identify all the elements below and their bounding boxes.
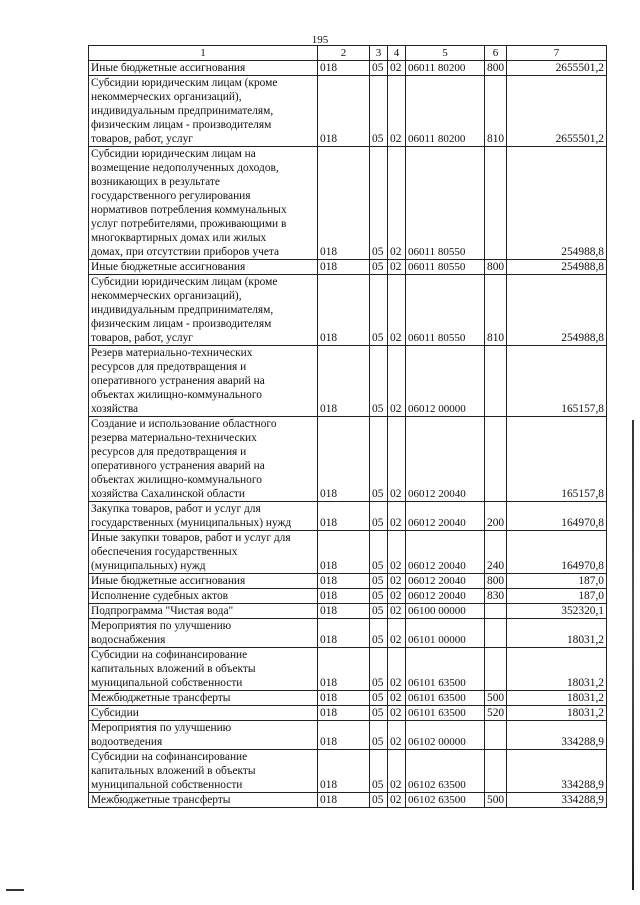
section-code: 05 (370, 706, 388, 721)
expense-type-code (485, 147, 507, 260)
target-article-code: 06101 63500 (406, 648, 485, 691)
table-row (89, 76, 607, 147)
row-name-line: Резерв материально-технических (91, 347, 253, 359)
row-name-line: услуг потребителями, проживающими в (91, 218, 287, 230)
header-row (89, 46, 607, 61)
ministry-code: 018 (318, 721, 370, 750)
amount: 164970,8 (507, 531, 607, 574)
ministry-code: 018 (318, 691, 370, 706)
row-name-line: хозяйства (91, 403, 139, 415)
subsection-code: 02 (388, 721, 406, 750)
section-code: 05 (370, 61, 388, 76)
row-name (89, 750, 318, 793)
section-code: 05 (370, 604, 388, 619)
subsection-code: 02 (388, 589, 406, 604)
amount: 187,0 (507, 574, 607, 589)
row-name-line: оперативного устранения аварий на (91, 460, 265, 472)
subsection-code: 02 (388, 417, 406, 502)
row-name-line: объектах жилищно-коммунального (91, 474, 262, 486)
target-article-code: 06101 63500 (406, 691, 485, 706)
row-name (89, 417, 318, 502)
row-name (89, 648, 318, 691)
amount: 165157,8 (507, 417, 607, 502)
row-name-line: физическим лицам - производителям (91, 318, 272, 330)
subsection-code: 02 (388, 531, 406, 574)
expense-type-code: 810 (485, 76, 507, 147)
row-name-line: товаров, работ, услуг (91, 133, 193, 145)
row-name-line: Межбюджетные трансферты (91, 692, 231, 704)
amount: 2655501,2 (507, 61, 607, 76)
target-article-code: 06012 20040 (406, 531, 485, 574)
row-name-line: многоквартирных домах или жилых (91, 232, 267, 244)
target-article-code: 06101 63500 (406, 706, 485, 721)
section-code: 05 (370, 502, 388, 531)
row-name-line: Субсидии на софинансирование (91, 751, 248, 763)
header-col-2: 2 (318, 46, 370, 61)
row-name (89, 619, 318, 648)
row-name-line: некоммерческих организаций), (91, 290, 242, 302)
row-name-line: оперативного устранения аварий на (91, 375, 265, 387)
section-code: 05 (370, 691, 388, 706)
row-name-line: физическим лицам - производителям (91, 119, 272, 131)
expense-type-code (485, 346, 507, 417)
table-row (89, 793, 607, 808)
subsection-code: 02 (388, 346, 406, 417)
subsection-code: 02 (388, 76, 406, 147)
row-name-line: индивидуальным предпринимателям, (91, 304, 274, 316)
table-row (89, 147, 607, 260)
ministry-code: 018 (318, 574, 370, 589)
row-name (89, 61, 318, 76)
expense-type-code: 800 (485, 260, 507, 275)
row-name-line: капитальных вложений в объекты (91, 765, 256, 777)
row-name-line: объектах жилищно-коммунального (91, 389, 262, 401)
row-name-line: Мероприятия по улучшению (91, 722, 232, 734)
header-col-4: 4 (388, 46, 406, 61)
row-name-line: возникающих в результате (91, 176, 220, 188)
expense-type-code (485, 417, 507, 502)
scan-edge-shadow (632, 420, 634, 890)
row-name (89, 721, 318, 750)
table-body (89, 61, 607, 808)
amount: 18031,2 (507, 648, 607, 691)
header-col-6: 6 (485, 46, 507, 61)
ministry-code: 018 (318, 750, 370, 793)
table-row (89, 619, 607, 648)
header-col-5: 5 (406, 46, 485, 61)
ministry-code: 018 (318, 417, 370, 502)
ministry-code: 018 (318, 604, 370, 619)
subsection-code: 02 (388, 706, 406, 721)
row-name (89, 260, 318, 275)
expense-type-code (485, 604, 507, 619)
expense-type-code (485, 619, 507, 648)
row-name-line: государственного регулирования (91, 190, 251, 202)
row-name-line: Субсидии юридическим лицам (кроме (91, 276, 278, 288)
target-article-code: 06102 63500 (406, 793, 485, 808)
row-name (89, 147, 318, 260)
subsection-code: 02 (388, 691, 406, 706)
row-name (89, 275, 318, 346)
expense-type-code: 240 (485, 531, 507, 574)
ministry-code: 018 (318, 589, 370, 604)
row-name-line: индивидуальным предпринимателям, (91, 105, 274, 117)
row-name-line: водоснабжения (91, 634, 166, 646)
expense-type-code (485, 721, 507, 750)
ministry-code: 018 (318, 346, 370, 417)
amount: 187,0 (507, 589, 607, 604)
subsection-code: 02 (388, 260, 406, 275)
subsection-code: 02 (388, 147, 406, 260)
row-name-line: Субсидии юридическим лицам на (91, 148, 256, 160)
target-article-code: 06012 20040 (406, 574, 485, 589)
row-name-line: Иные бюджетные ассигнования (91, 62, 246, 74)
subsection-code: 02 (388, 793, 406, 808)
subsection-code: 02 (388, 750, 406, 793)
target-article-code: 06012 00000 (406, 346, 485, 417)
row-name-line: муниципальной собственности (91, 779, 243, 791)
table-row (89, 61, 607, 76)
ministry-code: 018 (318, 275, 370, 346)
row-name-line: Иные бюджетные ассигнования (91, 261, 246, 273)
subsection-code: 02 (388, 502, 406, 531)
target-article-code: 06102 63500 (406, 750, 485, 793)
expense-type-code: 810 (485, 275, 507, 346)
row-name-line: Субсидии (91, 707, 139, 719)
section-code: 05 (370, 589, 388, 604)
row-name-line: ресурсов для предотвращения и (91, 446, 247, 458)
expense-type-code: 800 (485, 61, 507, 76)
ministry-code: 018 (318, 76, 370, 147)
subsection-code: 02 (388, 648, 406, 691)
row-name-line: домах, при отсутствии приборов учета (91, 246, 280, 258)
target-article-code: 06012 20040 (406, 417, 485, 502)
ministry-code: 018 (318, 793, 370, 808)
row-name-line: возмещение недополученных доходов, (91, 162, 279, 174)
amount: 18031,2 (507, 706, 607, 721)
amount: 254988,8 (507, 147, 607, 260)
ministry-code: 018 (318, 61, 370, 76)
ministry-code: 018 (318, 502, 370, 531)
section-code: 05 (370, 260, 388, 275)
amount: 334288,9 (507, 721, 607, 750)
subsection-code: 02 (388, 619, 406, 648)
expense-type-code (485, 648, 507, 691)
amount: 164970,8 (507, 502, 607, 531)
target-article-code: 06011 80200 (406, 76, 485, 147)
section-code: 05 (370, 76, 388, 147)
row-name-line: Иные закупки товаров, работ и услуг для (91, 532, 291, 544)
target-article-code: 06011 80200 (406, 61, 485, 76)
row-name-line: Исполнение судебных актов (91, 590, 229, 602)
amount: 18031,2 (507, 619, 607, 648)
target-article-code: 06012 20040 (406, 589, 485, 604)
row-name-line: хозяйства Сахалинской области (91, 488, 245, 500)
row-name-line: некоммерческих организаций), (91, 91, 242, 103)
expense-type-code: 800 (485, 574, 507, 589)
row-name (89, 589, 318, 604)
target-article-code: 06101 00000 (406, 619, 485, 648)
row-name (89, 604, 318, 619)
page-number: 195 (311, 34, 329, 46)
row-name-line: Закупка товаров, работ и услуг для (91, 503, 261, 515)
table-row (89, 721, 607, 750)
expense-type-code (485, 750, 507, 793)
row-name-line: товаров, работ, услуг (91, 332, 193, 344)
table-row (89, 346, 607, 417)
row-name (89, 76, 318, 147)
section-code: 05 (370, 531, 388, 574)
table-row (89, 706, 607, 721)
row-name (89, 706, 318, 721)
section-code: 05 (370, 619, 388, 648)
subsection-code: 02 (388, 61, 406, 76)
section-code: 05 (370, 417, 388, 502)
ministry-code: 018 (318, 648, 370, 691)
section-code: 05 (370, 346, 388, 417)
budget-table (88, 45, 607, 808)
ministry-code: 018 (318, 147, 370, 260)
subsection-code: 02 (388, 574, 406, 589)
row-name (89, 531, 318, 574)
row-name (89, 502, 318, 531)
row-name-line: водоотведения (91, 736, 163, 748)
table-row (89, 275, 607, 346)
header-col-1: 1 (89, 46, 318, 61)
target-article-code: 06011 80550 (406, 275, 485, 346)
row-name (89, 793, 318, 808)
row-name-line: Иные бюджетные ассигнования (91, 575, 246, 587)
row-name-line: нормативов потребления коммунальных (91, 204, 287, 216)
target-article-code: 06011 80550 (406, 260, 485, 275)
row-name-line: Межбюджетные трансферты (91, 794, 231, 806)
ministry-code: 018 (318, 706, 370, 721)
amount: 352320,1 (507, 604, 607, 619)
amount: 334288,9 (507, 750, 607, 793)
row-name-line: (муниципальных) нужд (91, 560, 206, 572)
row-name-line: обеспечения государственных (91, 546, 238, 558)
table-row (89, 574, 607, 589)
table-row (89, 604, 607, 619)
target-article-code: 06100 00000 (406, 604, 485, 619)
row-name-line: Субсидии на софинансирование (91, 649, 248, 661)
amount: 165157,8 (507, 346, 607, 417)
section-code: 05 (370, 574, 388, 589)
row-name-line: Субсидии юридическим лицам (кроме (91, 77, 278, 89)
row-name-line: государственных (муниципальных) нужд (91, 517, 292, 529)
header-col-3: 3 (370, 46, 388, 61)
section-code: 05 (370, 648, 388, 691)
expense-type-code: 500 (485, 793, 507, 808)
row-name (89, 691, 318, 706)
table-row (89, 502, 607, 531)
table-row (89, 589, 607, 604)
table-row (89, 691, 607, 706)
table-row (89, 648, 607, 691)
row-name-line: резерва материально-технических (91, 432, 257, 444)
row-name-line: Мероприятия по улучшению (91, 620, 232, 632)
expense-type-code: 520 (485, 706, 507, 721)
scan-corner-mark (6, 889, 24, 899)
amount: 18031,2 (507, 691, 607, 706)
subsection-code: 02 (388, 604, 406, 619)
target-article-code: 06011 80550 (406, 147, 485, 260)
row-name (89, 346, 318, 417)
row-name-line: муниципальной собственности (91, 677, 243, 689)
row-name-line: Подпрограмма "Чистая вода" (91, 605, 234, 617)
ministry-code: 018 (318, 260, 370, 275)
ministry-code: 018 (318, 619, 370, 648)
row-name (89, 574, 318, 589)
section-code: 05 (370, 721, 388, 750)
target-article-code: 06102 00000 (406, 721, 485, 750)
expense-type-code: 500 (485, 691, 507, 706)
ministry-code: 018 (318, 531, 370, 574)
header-col-7: 7 (507, 46, 607, 61)
section-code: 05 (370, 793, 388, 808)
subsection-code: 02 (388, 275, 406, 346)
row-name-line: ресурсов для предотвращения и (91, 361, 247, 373)
section-code: 05 (370, 750, 388, 793)
expense-type-code: 200 (485, 502, 507, 531)
row-name-line: Создание и использование областного (91, 418, 277, 430)
target-article-code: 06012 20040 (406, 502, 485, 531)
row-name-line: капитальных вложений в объекты (91, 663, 256, 675)
table-row (89, 750, 607, 793)
section-code: 05 (370, 275, 388, 346)
table-row (89, 417, 607, 502)
amount: 334288,9 (507, 793, 607, 808)
table-row (89, 260, 607, 275)
amount: 254988,8 (507, 260, 607, 275)
section-code: 05 (370, 147, 388, 260)
expense-type-code: 830 (485, 589, 507, 604)
amount: 254988,8 (507, 275, 607, 346)
amount: 2655501,2 (507, 76, 607, 147)
table-row (89, 531, 607, 574)
